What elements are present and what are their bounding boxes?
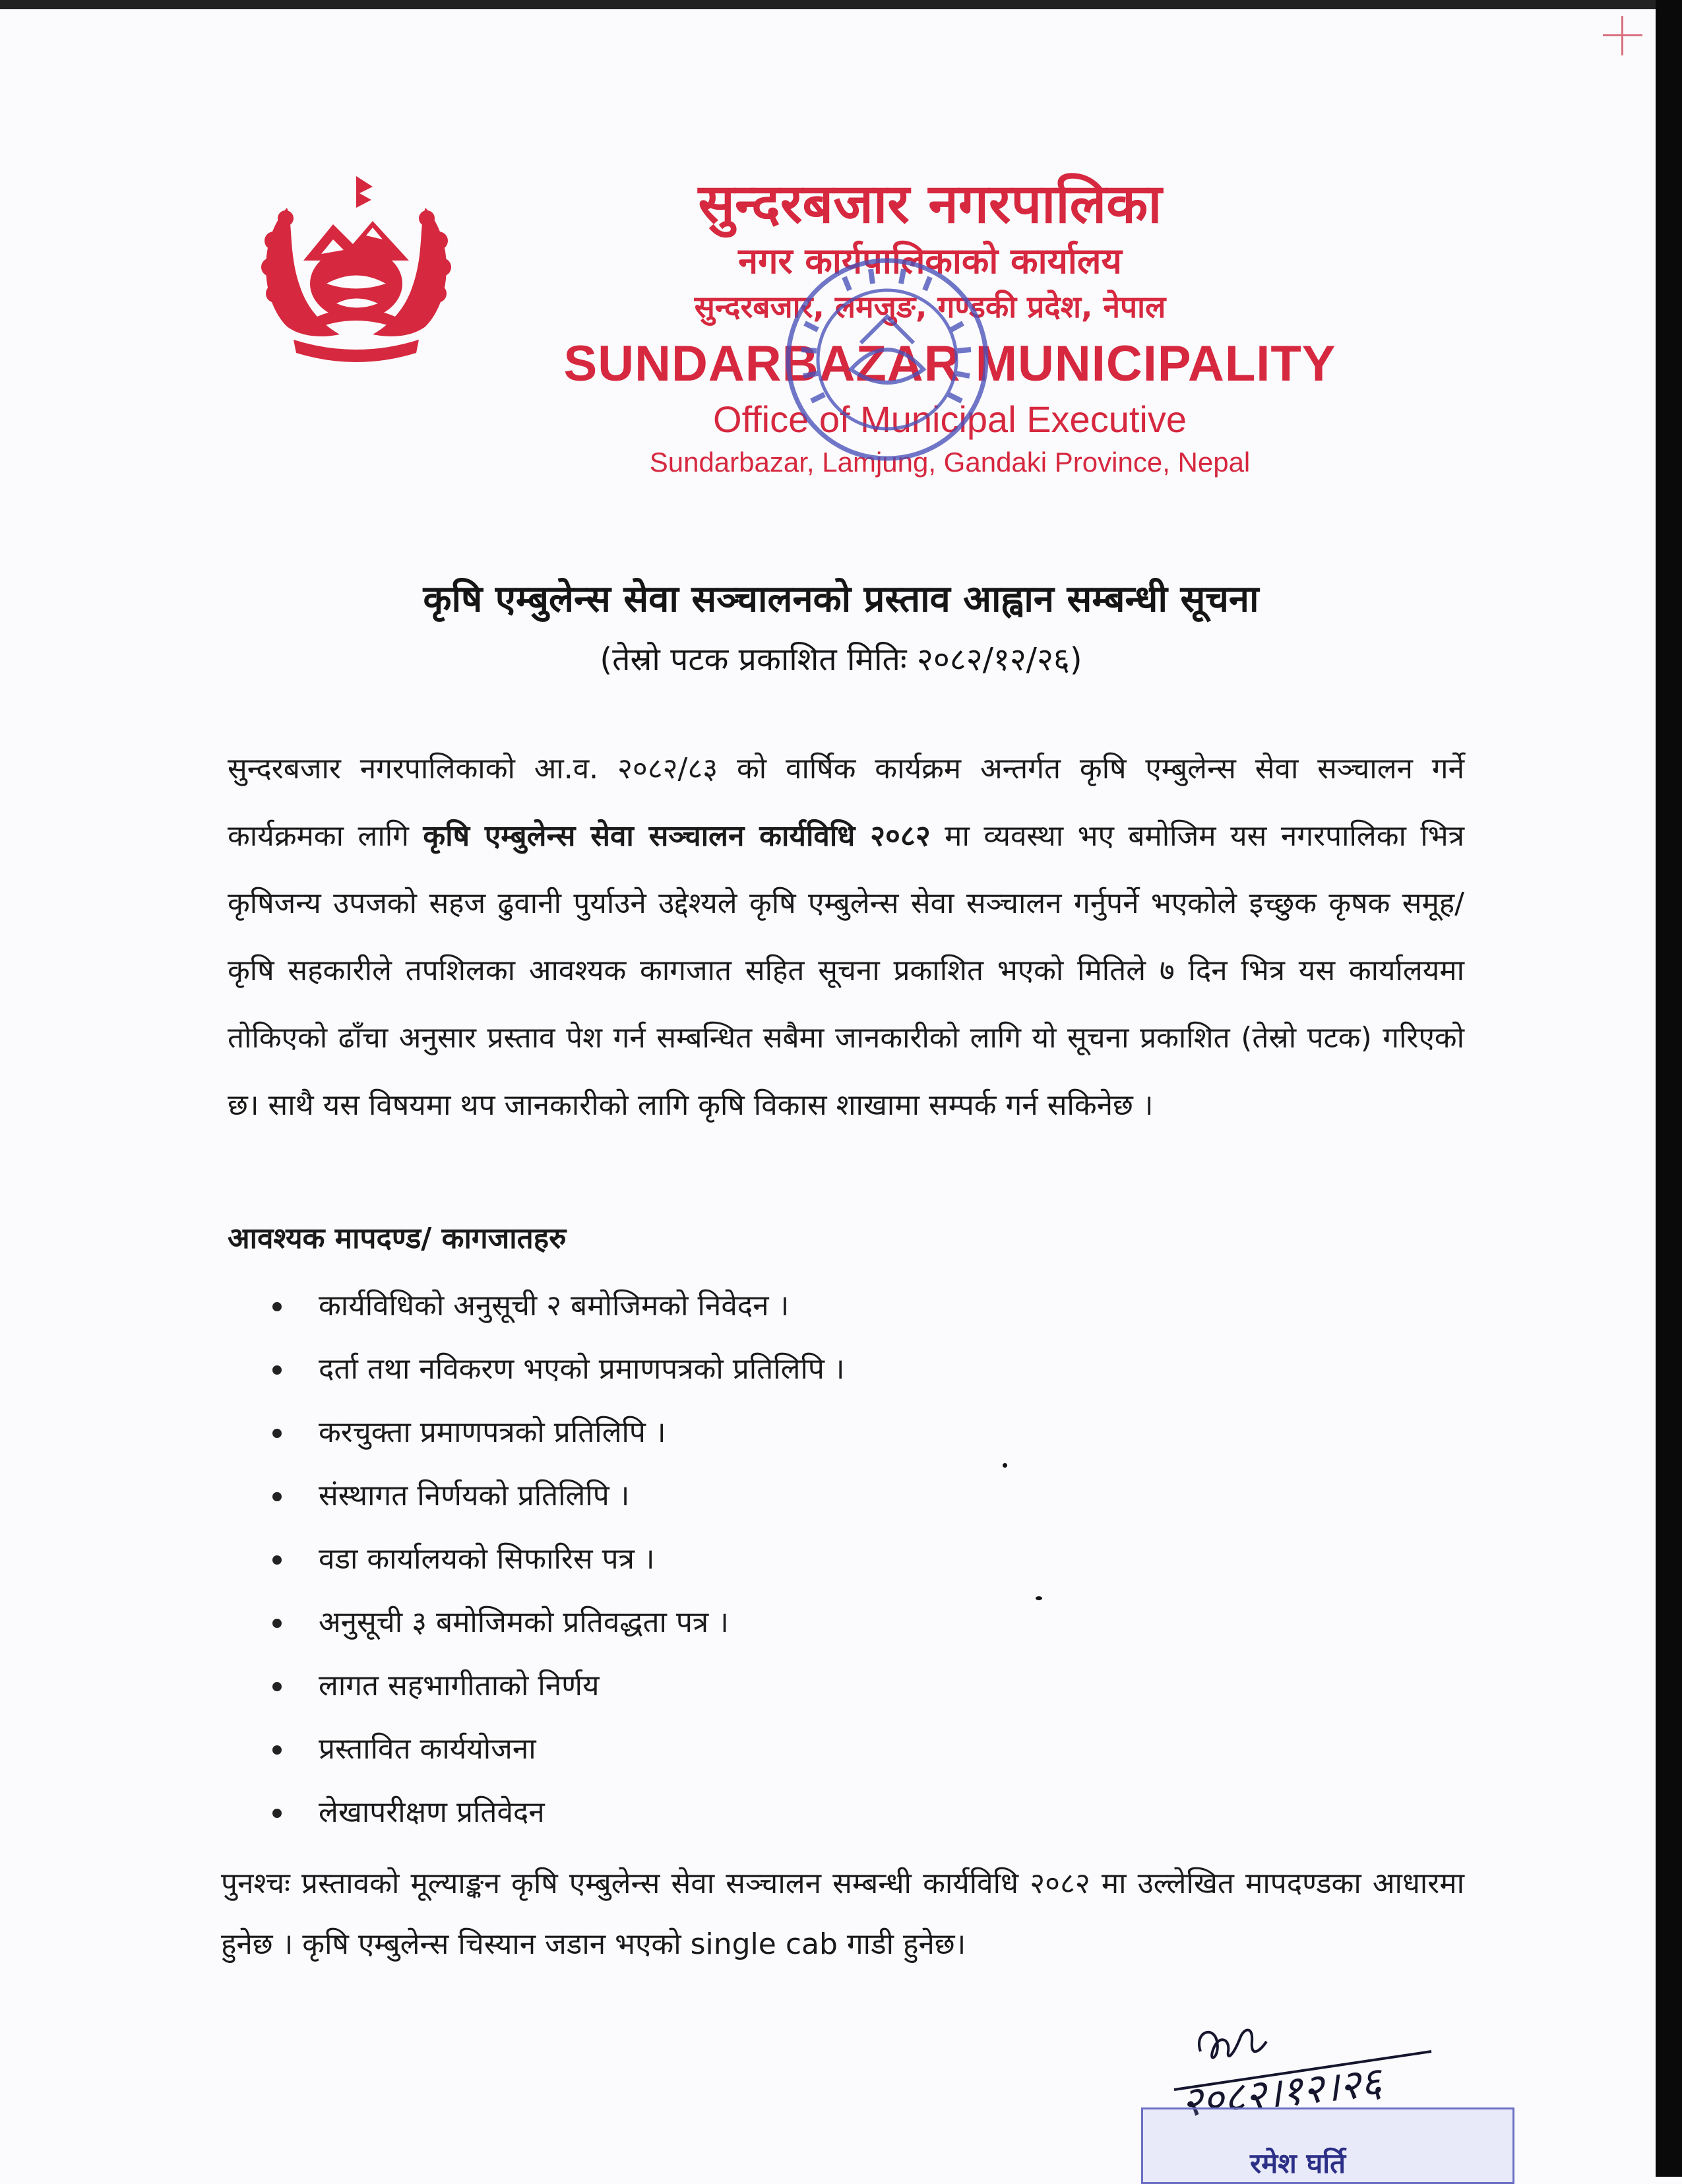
bullet-icon xyxy=(272,1302,282,1311)
requirement-text: दर्ता तथा नविकरण भएको प्रमाणपत्रको प्रतिलिपि । xyxy=(319,1352,845,1386)
publication-date-line: (तेस्रो पटक प्रकाशित मितिः २०८२/१२/२६) xyxy=(600,641,1082,678)
municipality-name-nepali: सुन्दरबजार नगरपालिका xyxy=(698,173,1162,235)
requirement-text: लागत सहभागीताको निर्णय xyxy=(319,1669,600,1702)
requirement-text: करचुक्ता प्रमाणपत्रको प्रतिलिपि । xyxy=(319,1416,666,1449)
bullet-icon xyxy=(272,1492,282,1501)
bullet-icon xyxy=(272,1365,282,1375)
requirement-item xyxy=(267,1591,1388,1654)
requirement-item xyxy=(267,1781,1388,1844)
procedure-name-bold: कृषि एम्बुलेन्स सेवा सञ्चालन कार्यविधि २०८२ xyxy=(423,819,931,853)
requirement-text: संस्थागत निर्णयको प्रतिलिपि । xyxy=(319,1479,630,1513)
office-seal-stamp xyxy=(778,251,996,468)
postscript-note: पुनश्चः प्रस्तावको मूल्याङ्कन कृषि एम्बुलेन्स सेवा सञ्चालन सम्बन्धी कार्यविधि २०८२ मा उल्लेखित मापदण्डका आधारमा हुनेछ । कृषि एम्बुलेन्स चिस्यान जडान भएको single cab गाडी हुनेछ। xyxy=(221,1867,1464,1961)
address-english: Sundarbazar, Lamjung, Gandaki Province, Nepal xyxy=(649,447,1251,478)
scan-speck xyxy=(1003,1463,1007,1468)
bullet-icon xyxy=(272,1809,282,1818)
bullet-icon xyxy=(272,1682,282,1691)
notice-title: कृषि एम्बुलेन्स सेवा सञ्चालनको प्रस्ताव आह्वान सम्बन्धी सूचना xyxy=(423,578,1259,621)
requirement-text: प्रस्तावित कार्ययोजना xyxy=(319,1732,536,1766)
bullet-icon xyxy=(272,1745,282,1755)
municipality-name-english: SUNDARBAZAR MUNICIPALITY xyxy=(563,336,1336,392)
requirement-item xyxy=(267,1401,1388,1464)
requirement-item xyxy=(267,1464,1388,1528)
nepal-emblem-logo xyxy=(247,162,465,379)
officer-name: रमेश घर्ति xyxy=(1250,2147,1346,2179)
requirement-item xyxy=(267,1274,1388,1338)
body-text-part-2: मा व्यवस्था भए बमोजिम यस नगरपालिका भित्र कृषिजन्य उपजको सहज ढुवानी पुर्याउने उद्देश्यले कृषि एम्बुलेन्स सेवा सञ्चालन गर्नुपर्ने भएकोले इच्छुक कृषक समूह/कृषि सहकारीले तपशिलका आवश्यक कागजात सहित सूचना प्रकाशित भएको मितिले ७ दिन भित्र यस कार्यालयमा तोकिएको ढाँचा अनुसार प्रस्ताव पेश गर्न सम्बन्धित सबैमा जानकारीको लागि यो सूचना प्रकाशित (तेस्रो पटक) गरिएको छ। साथै यस विषयमा थप जानकारीको लागि कृषि विकास शाखामा सम्पर्क गर्न सकिनेछ । xyxy=(228,819,1465,1122)
crop-mark xyxy=(1603,16,1642,55)
requirement-item xyxy=(267,1654,1388,1718)
requirement-item xyxy=(267,1528,1388,1591)
office-name-english: Office of Municipal Executive xyxy=(713,398,1187,440)
bullet-icon xyxy=(272,1619,282,1628)
requirement-item xyxy=(267,1718,1388,1781)
office-name-nepali: नगर कार्यपालिकाको कार्यालय xyxy=(738,240,1122,282)
notice-body-paragraph xyxy=(228,735,1464,1139)
scan-right-edge xyxy=(1656,0,1682,2177)
requirements-list xyxy=(267,1274,1388,1844)
scan-speck xyxy=(1036,1596,1042,1600)
signature-date: २०८२।१२।२६ xyxy=(1179,2057,1385,2127)
bullet-icon xyxy=(272,1429,282,1438)
scan-top-border xyxy=(0,0,1682,9)
requirement-text: लेखापरीक्षण प्रतिवेदन xyxy=(319,1795,545,1829)
requirement-text: अनुसूची ३ बमोजिमको प्रतिवद्धता पत्र । xyxy=(319,1606,729,1639)
requirements-heading: आवश्यक मापदण्ड/ कागजातहरु xyxy=(228,1222,567,1255)
body-text-part-1: सुन्दरबजार नगरपालिकाको आ.व. २०८२/८३ को वार्षिक कार्यक्रम अन्तर्गत कृषि एम्बुलेन्स सेवा सञ्चालन गर्ने कार्यक्रमका लागि xyxy=(228,752,1464,853)
address-nepali: सुन्दरबजार, लमजुङ, गण्डकी प्रदेश, नेपाल xyxy=(694,289,1166,325)
requirement-item xyxy=(267,1338,1388,1401)
requirement-text: कार्यविधिको अनुसूची २ बमोजिमको निवेदन । xyxy=(319,1289,790,1323)
requirement-text: वडा कार्यालयको सिफारिस पत्र । xyxy=(319,1542,655,1576)
bullet-icon xyxy=(272,1555,282,1565)
